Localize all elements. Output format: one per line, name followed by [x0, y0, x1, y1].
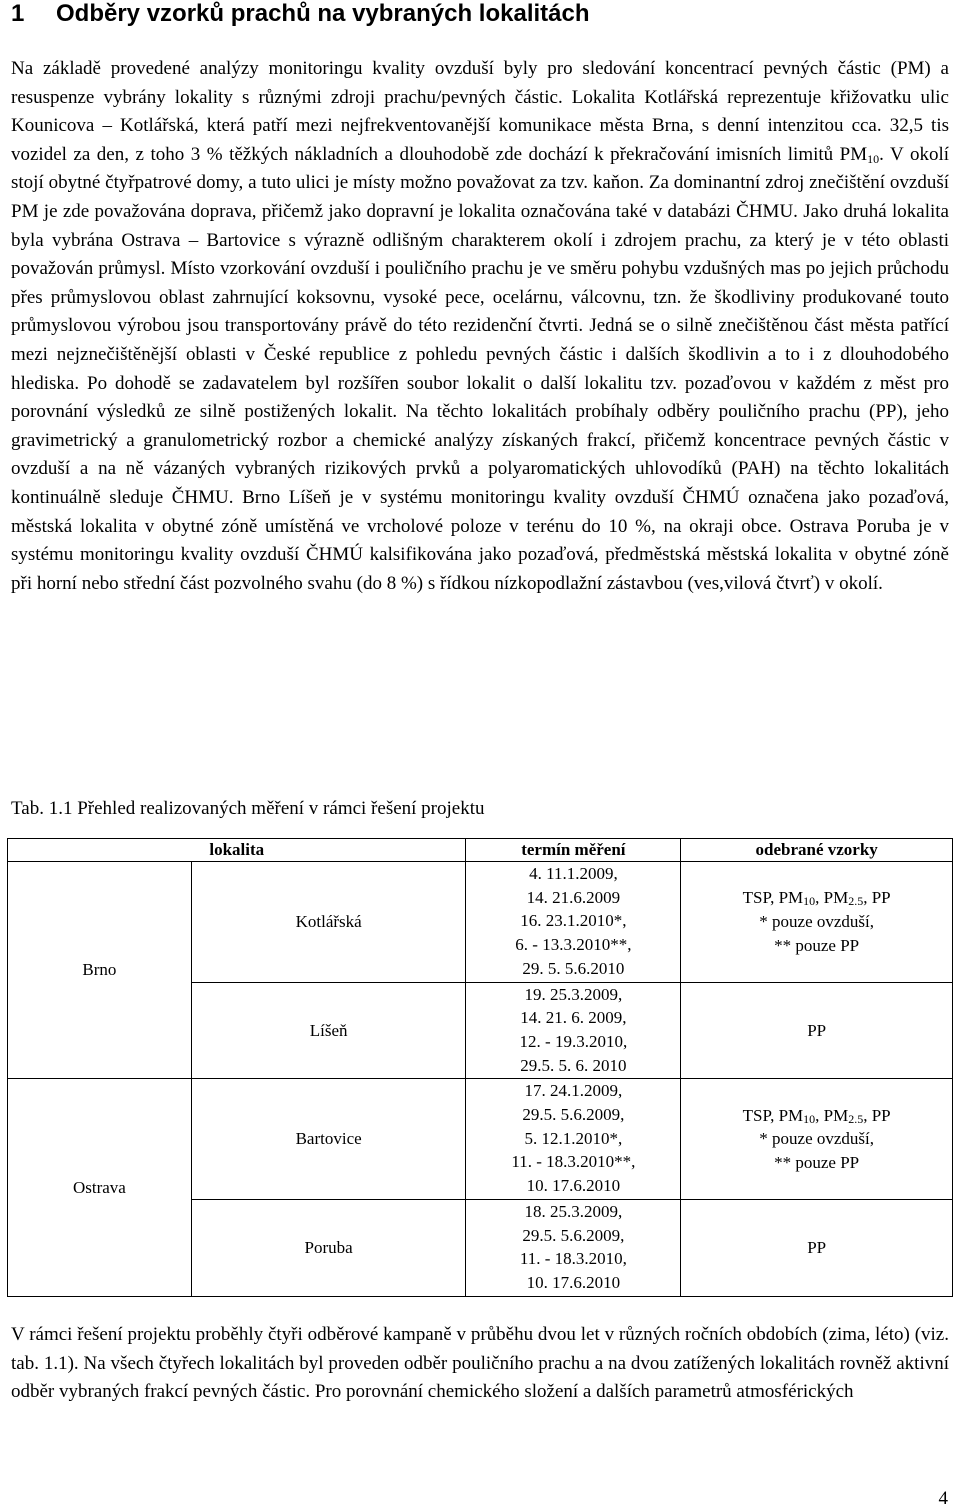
- pm10-subscript: 10: [803, 1111, 816, 1126]
- date-line: 11. - 18.3.2010,: [519, 1249, 627, 1269]
- samples-cell-kotlarska: [681, 862, 953, 983]
- dates-cell-lisen: [466, 982, 681, 1079]
- date-line: 29. 5. 5.6.2010: [522, 958, 625, 978]
- samples-types: [681, 886, 952, 910]
- section-heading: [11, 0, 590, 32]
- date-line: 29.5. 5. 6. 2010: [520, 1055, 627, 1075]
- date-line: 18. 25.3.2009,: [524, 1201, 623, 1221]
- section-title: Odběry vzorků prachů na vybraných lokalitách: [56, 0, 590, 27]
- site-cell-poruba: Poruba: [191, 1199, 466, 1296]
- table-caption: Tab. 1.1 Přehled realizovaných měření v rámci řešení projektu: [11, 798, 485, 819]
- campaign-paragraph: V rámci řešení projektu proběhly čtyři odběrové kampaně v průběhu dvou let v různých ročních obdobích (zima, léto) (viz. tab. 1.1). Na všech čtyřech lokalitách byl proveden odběr pouličního prachu a na dvou zatížených lokalitách rovněž aktivní odběr vybraných frakcí pevných částic. Pro porovnání chemického složení a dalších parametrů atmosférických: [11, 1324, 949, 1403]
- date-line: 10. 17.6.2010: [526, 1272, 621, 1292]
- samples-pm: , PM: [815, 1105, 849, 1125]
- samples-pp: , PP: [863, 888, 891, 908]
- section-number: 1: [11, 0, 25, 27]
- pm10-subscript: 10: [867, 151, 880, 166]
- date-line: 29.5. 5.6.2009,: [522, 1105, 625, 1125]
- intro-paragraph: [11, 55, 949, 598]
- intro-text-part2: . V okolí stojí obytné čtyřpatrové domy, a tuto ulici je místy možno považovat za tzv. kaňon. Za dominantní zdroj znečištění ovzduší PM je zde považována doprava, přičemž jako dopravní je lokalita označována také v databázi ČHMU. Jako druhá lokalita byla vybrána Ostrava – Bartovice s výrazně odlišným charakterem okolí i zdrojem prachu, za který je v této oblasti považován průmysl. Místo vzorkování ovzduší i pouličního prachu je ve směru pohybu vzdušných mas po jejich průchodu přes průmyslovou oblast zahrnující koksovnu, vysoké pece, ocelárnu, válcovnu, tzn. že škodliviny produkované touto průmyslovou výrobou jsou transportovány právě do této rezidenční čtvrti. Jedná se o silně znečištěnou část města patřící mezi nejznečištěnější oblasti v České republice z pohledu pevných částic i dalších škodlivin a to i z dlouhodobého hlediska. Po dohodě se zadavatelem byl rozšířen soubor lokalit o další lokalitu tzv. pozaďovou v každém z měst pro porovnání výsledků ze silně postižených lokalit. Na těchto lokalitách probíhaly odběry pouličního prachu (PP), jeho gravimetrický a granulometrický rozbor a chemické analýzy získaných frakcí, přičemž koncentrace pevných částic v ovzduší a na ně vázaných vybraných rizikových prvků a polyaromatických uhlovodíků (PAH) na těchto lokalitách kontinuálně sleduje ČHMU. Brno Líšeň je v systému monitoringu kvality ovzduší ČHMÚ označena jako pozaďová, městská lokalita v obytné zóně umístěná ve vrcholové poloze v terénu do 10 %, na okraji obce. Ostrava Poruba je v systému monitoringu kvality ovzduší ČHMÚ kalsifikována jako pozaďová, předměstská městská lokalita v obytné zóně při horní nebo střední část pozvolného svahu (do 8 %) s řídkou nízkopodlažní zástavbou (ves,vilová čtvrť) v okolí.: [11, 143, 949, 594]
- samples-cell-lisen: PP: [681, 982, 953, 1079]
- dates-cell-poruba: [466, 1199, 681, 1296]
- date-line: 16. 23.1.2010*,: [520, 911, 627, 931]
- samples-note: * pouze ovzduší,: [759, 1129, 875, 1149]
- date-line: 14. 21. 6. 2009,: [520, 1008, 627, 1028]
- samples-tsp-pm: TSP, PM: [742, 888, 804, 908]
- samples-tsp-pm: TSP, PM: [742, 1105, 804, 1125]
- page-number: 4: [938, 1488, 948, 1509]
- samples-pm: , PM: [815, 888, 849, 908]
- city-cell-ostrava: Ostrava: [8, 1079, 192, 1296]
- date-line: 17. 24.1.2009,: [524, 1081, 623, 1101]
- header-vzorky: odebrané vzorky: [681, 839, 953, 862]
- pm25-subscript: 2.5: [848, 1111, 864, 1126]
- date-line: 29.5. 5.6.2009,: [522, 1225, 625, 1245]
- site-cell-lisen: Líšeň: [191, 982, 466, 1079]
- samples-cell-bartovice: [681, 1079, 953, 1200]
- table-row: [8, 1079, 953, 1200]
- header-termin: termín měření: [466, 839, 681, 862]
- city-cell-brno: Brno: [8, 862, 192, 1079]
- site-cell-bartovice: Bartovice: [191, 1079, 466, 1200]
- date-line: 11. - 18.3.2010**,: [511, 1152, 636, 1172]
- measurements-table: [7, 838, 953, 1297]
- dates-cell-bartovice: [466, 1079, 681, 1200]
- date-line: 19. 25.3.2009,: [524, 984, 623, 1004]
- date-line: 14. 21.6.2009: [526, 887, 621, 907]
- table-header-row: [8, 839, 953, 862]
- header-lokalita: lokalita: [8, 839, 466, 862]
- samples-cell-poruba: PP: [681, 1199, 953, 1296]
- date-line: 5. 12.1.2010*,: [524, 1128, 623, 1148]
- date-line: 12. - 19.3.2010,: [519, 1031, 628, 1051]
- samples-types: [681, 1104, 952, 1128]
- samples-pp: , PP: [863, 1105, 891, 1125]
- samples-note: * pouze ovzduší,: [759, 911, 875, 931]
- dates-cell-kotlarska: [466, 862, 681, 983]
- table-row: [8, 862, 953, 983]
- date-line: 6. - 13.3.2010**,: [515, 935, 632, 955]
- samples-note: ** pouze PP: [774, 1152, 860, 1172]
- pm10-subscript: 10: [803, 894, 816, 909]
- date-line: 4. 11.1.2009,: [529, 864, 618, 883]
- intro-text-part1: Na základě provedené analýzy monitoringu kvality ovzduší byly pro sledování koncentrací pevných částic (PM) a resuspenze vybrány lokality s různými zdroji prachu/pevných částic. Lokalita Kotlářská reprezentuje křižovatku ulic Kounicova – Kotlářská, která patří mezi nejfrekventovanější komunikace města Brna, s denní intenzitou cca. 32,5 tis vozidel za den, z toho 3 % těžkých nákladních a dlouhodobě zde dochází k překračování imisních limitů PM: [11, 58, 949, 165]
- date-line: 10. 17.6.2010: [526, 1176, 621, 1196]
- site-cell-kotlarska: Kotlářská: [191, 862, 466, 983]
- pm25-subscript: 2.5: [848, 894, 864, 909]
- samples-note: ** pouze PP: [774, 935, 860, 955]
